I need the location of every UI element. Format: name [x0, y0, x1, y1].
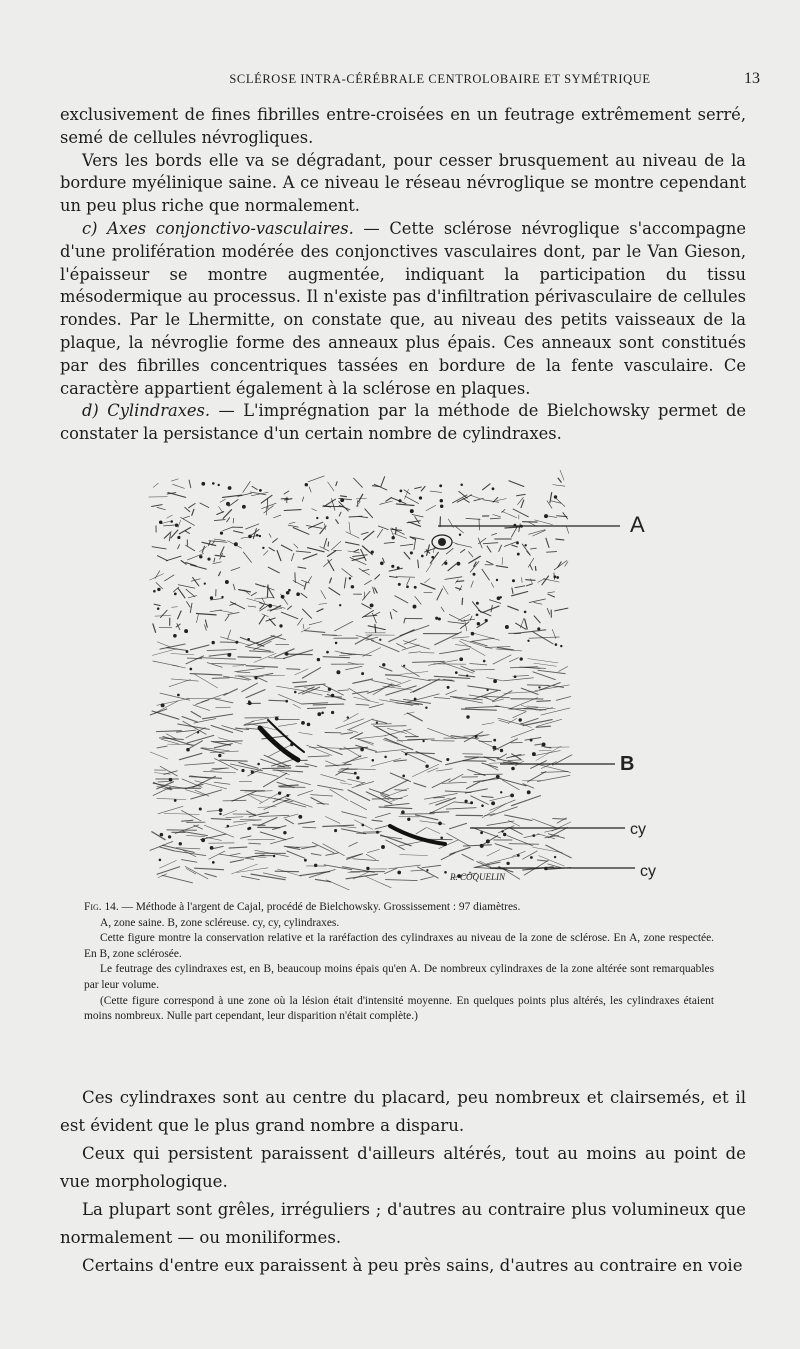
- nucleus-dot: [372, 760, 374, 762]
- nucleus-dot: [385, 756, 387, 758]
- nucleus-dot: [376, 722, 377, 723]
- nucleus-dot: [438, 618, 440, 620]
- nucleus-dot: [273, 855, 274, 856]
- nucleus-dot: [497, 597, 500, 600]
- nucleus-dot: [317, 658, 319, 660]
- nucleus-dot: [492, 802, 495, 805]
- nucleus-dot: [218, 484, 219, 485]
- nucleus-dot: [525, 545, 526, 546]
- nucleus-dot: [347, 717, 348, 718]
- label-cy-1: cy: [630, 821, 646, 838]
- nucleus-dot: [275, 717, 278, 720]
- nucleus-dot: [440, 499, 442, 501]
- nucleus-dot: [160, 833, 163, 836]
- nucleus-dot: [532, 753, 535, 756]
- nucleus-dot: [220, 813, 222, 815]
- nucleus-dot: [426, 765, 428, 767]
- nucleus-dot: [280, 625, 282, 627]
- nucleus-dot: [222, 596, 223, 597]
- nucleus-dot: [341, 499, 344, 502]
- nucleus-dot: [362, 824, 364, 826]
- nucleus-dot: [475, 735, 477, 737]
- nucleus-dot: [410, 552, 412, 554]
- nucleus-dot: [213, 483, 215, 485]
- nucleus-dot: [227, 502, 230, 505]
- page-header: [60, 72, 760, 94]
- fibrille-stroke: [385, 675, 400, 676]
- nucleus-dot: [220, 532, 222, 534]
- nucleus-dot: [445, 562, 447, 564]
- nucleus-dot: [459, 534, 460, 535]
- nucleus-dot: [419, 497, 421, 499]
- nucleus-dot: [447, 758, 449, 760]
- fibrille-stroke: [313, 704, 344, 705]
- nucleus-dot: [174, 634, 177, 637]
- nucleus-dot: [212, 641, 214, 643]
- nucleus-dot: [187, 748, 190, 751]
- nucleus-dot: [441, 837, 443, 839]
- nucleus-dot: [520, 658, 522, 660]
- nucleus-dot: [236, 641, 238, 643]
- nucleus-dot: [284, 832, 286, 834]
- nucleus-dot: [318, 713, 321, 716]
- nucleus-dot: [492, 488, 494, 490]
- nucleus-dot: [465, 800, 467, 802]
- label-a: A: [630, 512, 645, 537]
- nucleus-dot: [302, 722, 305, 725]
- nucleus-dot: [557, 577, 559, 579]
- nucleus-dot: [445, 872, 447, 874]
- nucleus-dot: [281, 595, 284, 598]
- nucleus-dot: [426, 707, 427, 708]
- nucleus-dot: [154, 590, 156, 592]
- fibrille-stroke: [509, 844, 539, 845]
- fibrille-stroke: [457, 581, 464, 582]
- nucleus-dot: [331, 711, 333, 713]
- nucleus-dot: [554, 856, 555, 857]
- section-label: c) Axes conjonctivo-vasculaires.: [82, 218, 354, 238]
- nucleus-dot: [405, 753, 407, 755]
- nucleus-dot: [219, 754, 221, 756]
- body-text-top: [60, 104, 746, 446]
- fibrille-stroke: [535, 567, 536, 571]
- fibrille-stroke: [375, 624, 376, 632]
- nucleus-dot: [381, 562, 384, 565]
- nucleus-dot: [496, 775, 499, 778]
- nucleus-dot: [432, 556, 434, 558]
- nucleus-dot: [326, 517, 328, 519]
- nucleus-dot: [307, 723, 310, 726]
- nucleus-dot: [248, 828, 250, 830]
- nucleus-dot: [414, 586, 416, 588]
- nucleus-dot: [263, 547, 264, 548]
- nucleus-dot: [161, 704, 164, 707]
- nucleus-dot: [248, 638, 250, 640]
- nucleus-dot: [286, 592, 289, 595]
- nucleus-dot: [427, 870, 428, 871]
- nucleus-dot: [185, 630, 188, 633]
- paragraph: Vers les bords elle va se dégradant, pour cesser brusquement au niveau de la bordure myélinique saine. A ce niveau le réseau névroglique se montre cependant un peu plus riche que normalement.: [60, 150, 746, 216]
- nucleus-dot: [421, 555, 423, 557]
- caption-line: Le feutrage des cylindraxes est, en B, beaucoup moins épais qu'en A. De nombreux cylindraxes de la zone altérée sont remarquables par leur volume.: [84, 963, 714, 991]
- nucleus-dot: [212, 862, 214, 864]
- nucleus-dot: [169, 778, 172, 781]
- figure-number: Fig. 14.: [84, 901, 119, 913]
- nucleus-dot: [299, 815, 302, 818]
- nucleus-dot: [392, 536, 394, 538]
- nucleus-dot: [467, 675, 468, 676]
- body-text-bottom: [60, 1084, 746, 1280]
- vessel: [432, 535, 452, 549]
- fibrille-stroke: [547, 552, 557, 553]
- nucleus-dot: [248, 701, 249, 702]
- nucleus-dot: [331, 694, 333, 696]
- nucleus-dot: [461, 484, 463, 486]
- nucleus-dot: [171, 521, 173, 523]
- caption-line: A, zone saine. B, zone scléreuse. cy, cy, cylindraxes.: [100, 916, 340, 929]
- paragraph: Ces cylindraxes sont au centre du placard, peu nombreux et clairsemés, et il est évident que le plus grand nombre a disparu.: [60, 1088, 746, 1135]
- nucleus-dot: [400, 490, 402, 492]
- nucleus-dot: [503, 833, 505, 835]
- nucleus-dot: [289, 589, 291, 591]
- nucleus-dot: [219, 809, 222, 812]
- nucleus-dot: [197, 732, 199, 734]
- nucleus-dot: [357, 777, 359, 779]
- fibrille-stroke: [463, 761, 486, 762]
- nucleus-dot: [514, 676, 516, 678]
- nucleus-dot: [335, 830, 337, 832]
- nucleus-dot: [398, 871, 401, 874]
- nucleus-dot: [539, 687, 540, 688]
- nucleus-dot: [260, 490, 262, 492]
- nucleus-dot: [517, 855, 519, 857]
- nucleus-dot: [512, 767, 515, 770]
- nucleus-dot: [317, 517, 318, 518]
- fibrille-stroke: [281, 498, 288, 499]
- nucleus-dot: [485, 619, 487, 621]
- nucleus-dot: [483, 660, 485, 662]
- paragraph: Certains d'entre eux paraissent à peu près sains, d'autres au contraire en voie: [82, 1256, 743, 1275]
- nucleus-dot: [471, 802, 473, 804]
- paragraph-axes: [60, 218, 746, 400]
- label-b: B: [620, 753, 635, 775]
- nucleus-dot: [505, 626, 508, 629]
- paragraph: Ceux qui persistent paraissent d'ailleurs altérés, tout au moins au point de vue morphologique.: [60, 1144, 746, 1191]
- nucleus-dot: [403, 775, 405, 777]
- nucleus-dot: [295, 691, 297, 693]
- nucleus-dot: [380, 639, 381, 640]
- nucleus-dot: [413, 605, 416, 608]
- nucleus-dot: [377, 831, 379, 833]
- nucleus-dot: [533, 835, 535, 837]
- nucleus-dot: [159, 859, 161, 861]
- nucleus-dot: [208, 558, 210, 560]
- nucleus-dot: [158, 588, 160, 590]
- nucleus-dot: [349, 578, 350, 579]
- nucleus-dot: [175, 524, 177, 526]
- nucleus-dot: [340, 605, 341, 606]
- nucleus-dot: [530, 739, 532, 741]
- nucleus-dot: [467, 716, 469, 718]
- paragraph-text: — L'imprégnation par la méthode de Bielchowsky permet de constater la persistance d'un certain nombre de cylindraxes.: [60, 401, 746, 444]
- nucleus-dot: [496, 579, 497, 580]
- nucleus-dot: [179, 843, 181, 845]
- nucleus-dot: [542, 743, 545, 746]
- nucleus-dot: [494, 739, 496, 741]
- nucleus-dot: [335, 642, 337, 644]
- nucleus-dot: [210, 597, 212, 599]
- nucleus-dot: [225, 581, 228, 584]
- nucleus-dot: [202, 839, 205, 842]
- nucleus-dot: [398, 583, 400, 585]
- nucleus-dot: [351, 586, 353, 588]
- nucleus-dot: [476, 602, 478, 604]
- nucleus-dot: [481, 832, 483, 834]
- nucleus-dot: [517, 542, 519, 544]
- caption-line: Cette figure montre la conservation relative et la raréfaction des cylindraxes au niveau de la zone de sclérose. En A, zone respectée. En B, zone sclérosée.: [84, 932, 714, 960]
- nucleus-dot: [554, 576, 556, 578]
- nucleus-dot: [519, 719, 521, 721]
- paragraph-cylindraxes: [60, 400, 746, 446]
- nucleus-dot: [517, 553, 519, 555]
- fibrille-stroke: [212, 678, 229, 679]
- fibrille-stroke: [537, 701, 551, 702]
- nucleus-dot: [423, 740, 424, 741]
- nucleus-dot: [242, 505, 245, 508]
- nucleus-dot: [545, 515, 548, 518]
- fibrille-stroke: [328, 542, 329, 546]
- nucleus-dot: [414, 698, 416, 700]
- nucleus-dot: [440, 505, 443, 508]
- nucleus-dot: [327, 651, 329, 653]
- nucleus-dot: [305, 859, 307, 861]
- nucleus-dot: [399, 500, 401, 502]
- nucleus-dot: [259, 535, 260, 536]
- nucleus-dot: [555, 644, 557, 646]
- caption-line: Fig. 14. — Méthode à l'argent de Cajal, procédé de Bielchowsky. Grossissement : 97 diamètres.: [84, 901, 521, 913]
- nucleus-dot: [404, 665, 405, 666]
- nucleus-dot: [285, 653, 288, 656]
- fibrille-stroke: [526, 580, 535, 581]
- nucleus-dot: [493, 746, 496, 749]
- nucleus-dot: [410, 510, 413, 513]
- nucleus-dot: [457, 562, 460, 565]
- page-number: 13: [744, 70, 760, 87]
- nucleus-dot: [383, 664, 385, 666]
- fibrille-stroke: [322, 635, 336, 636]
- nucleus-dot: [440, 485, 442, 487]
- nucleus-dot: [500, 749, 502, 751]
- nucleus-dot: [251, 771, 253, 773]
- nucleus-dot: [178, 694, 180, 696]
- nucleus-dot: [531, 857, 533, 859]
- nucleus-dot: [447, 686, 449, 688]
- fibrille-stroke: [269, 700, 288, 701]
- nucleus-dot: [494, 680, 497, 683]
- nucleus-dot: [482, 805, 484, 807]
- nucleus-dot: [204, 583, 205, 584]
- histology-figure: [140, 470, 660, 890]
- nucleus-dot: [178, 536, 180, 538]
- nucleus-dot: [199, 808, 201, 810]
- fibrille-stroke: [462, 598, 463, 604]
- nucleus-dot: [460, 658, 463, 661]
- fibrille-stroke: [479, 741, 491, 742]
- nucleus-dot: [511, 794, 514, 797]
- running-title: SCLÉROSE INTRA-CÉRÉBRALE CENTROLOBAIRE ET SYMÉTRIQUE: [229, 72, 651, 86]
- fibrille-stroke: [527, 685, 549, 686]
- nucleus-dot: [269, 604, 272, 607]
- nucleus-dot: [502, 831, 503, 832]
- nucleus-dot: [370, 604, 373, 607]
- nucleus-dot: [174, 800, 176, 802]
- nucleus-dot: [500, 792, 501, 793]
- fibrille-stroke: [220, 642, 238, 643]
- nucleus-dot: [210, 847, 213, 850]
- nucleus-dot: [382, 846, 385, 849]
- nucleus-dot: [157, 608, 159, 610]
- nucleus-dot: [407, 586, 409, 588]
- nucleus-dot: [255, 677, 257, 679]
- fibrille-stroke: [303, 827, 316, 828]
- nucleus-dot: [314, 864, 316, 866]
- nucleus-dot: [174, 593, 176, 595]
- nucleus-dot: [408, 818, 410, 820]
- nucleus-dot: [258, 763, 260, 765]
- fibrille-stroke: [263, 768, 291, 769]
- nucleus-dot: [227, 825, 229, 827]
- nucleus-dot: [286, 700, 288, 702]
- nucleus-dot: [228, 487, 231, 490]
- nucleus-dot: [397, 567, 399, 569]
- nucleus-dot: [439, 822, 442, 825]
- artist-signature: R. CÔQUELIN: [450, 872, 506, 882]
- label-cy-2: cy: [640, 863, 656, 880]
- nucleus-dot: [538, 628, 540, 630]
- nucleus-dot: [507, 862, 509, 864]
- nucleus-dot: [256, 535, 258, 537]
- nucleus-dot: [234, 543, 237, 546]
- fibrille-stroke: [238, 657, 261, 658]
- nucleus-dot: [278, 792, 280, 794]
- nucleus-dot: [554, 496, 556, 498]
- nucleus-dot: [524, 611, 526, 613]
- nucleus-dot: [337, 671, 340, 674]
- nucleus-dot: [392, 565, 394, 567]
- nucleus-dot: [473, 573, 475, 575]
- nucleus-dot: [486, 840, 489, 843]
- nucleus-dot: [190, 668, 192, 670]
- nucleus-dot: [487, 689, 488, 690]
- nucleus-dot: [500, 597, 501, 598]
- nucleus-dot: [513, 580, 515, 582]
- nucleus-dot: [471, 632, 474, 635]
- nucleus-dot: [477, 622, 480, 625]
- figure-caption: [84, 900, 714, 1025]
- caption-line: (Cette figure correspond à une zone où la lésion était d'intensité moyenne. En quelques points plus altérés, les cylindraxes étaient moins nombreux. Nulle part cependant, leur disparition n'était complète.): [84, 994, 714, 1023]
- fibrille-stroke: [287, 669, 300, 670]
- fibrille-stroke: [237, 672, 250, 673]
- nucleus-dot: [354, 772, 356, 774]
- nucleus-dot: [297, 593, 300, 596]
- section-label: d) Cylindraxes.: [82, 401, 211, 421]
- paragraph-text: — Cette sclérose névroglique s'accompagne d'une prolifération modérée des conjonctives vasculaires dont, par le Van Gieson, l'épaisseur se montre augmentée, indiquant la participation du tissu mésodermique au processus. Il n'existe pas d'infiltration périvasculaire de cellules rondes. Par le Lhermitte, on constate que, au niveau des petits vaisseaux de la plaque, la névroglie forme des anneaux plus épais. Ces anneaux sont constitués par des fibrilles concentriques tassées en bordure de la fente vasculaire. Ce caractère appartient également à la sclérose en plaques.: [60, 218, 746, 398]
- nucleus-dot: [480, 844, 483, 847]
- nucleus-dot: [168, 836, 170, 838]
- nucleus-dot: [367, 867, 369, 869]
- nucleus-dot: [455, 672, 457, 674]
- nucleus-dot: [186, 651, 188, 653]
- nucleus-dot: [242, 769, 244, 771]
- nucleus-dot: [249, 535, 252, 538]
- nucleus-dot: [159, 521, 162, 524]
- nucleus-dot: [362, 673, 364, 675]
- nucleus-dot: [200, 556, 202, 558]
- nucleus-dot: [436, 617, 438, 619]
- nucleus-dot: [305, 483, 307, 485]
- nucleus-dot: [228, 653, 231, 656]
- paragraph: exclusivement de fines fibrilles entre-croisées en un feutrage extrêmement serré, semé de cellules névrogliques.: [60, 105, 746, 147]
- nucleus-dot: [402, 811, 405, 814]
- nucleus-dot: [287, 795, 289, 797]
- nucleus-dot: [328, 688, 330, 690]
- nucleus-dot: [322, 712, 324, 714]
- nucleus-dot: [202, 482, 205, 485]
- nucleus-dot: [527, 791, 530, 794]
- nucleus-dot: [361, 748, 364, 751]
- nucleus-dot: [476, 614, 478, 616]
- nucleus-dot: [371, 551, 373, 553]
- paragraph: La plupart sont grêles, irréguliers ; d'autres au contraire plus volumineux que normalement — ou moniliformes.: [60, 1200, 746, 1247]
- nucleus-dot: [528, 640, 529, 641]
- nucleus-dot: [561, 645, 562, 646]
